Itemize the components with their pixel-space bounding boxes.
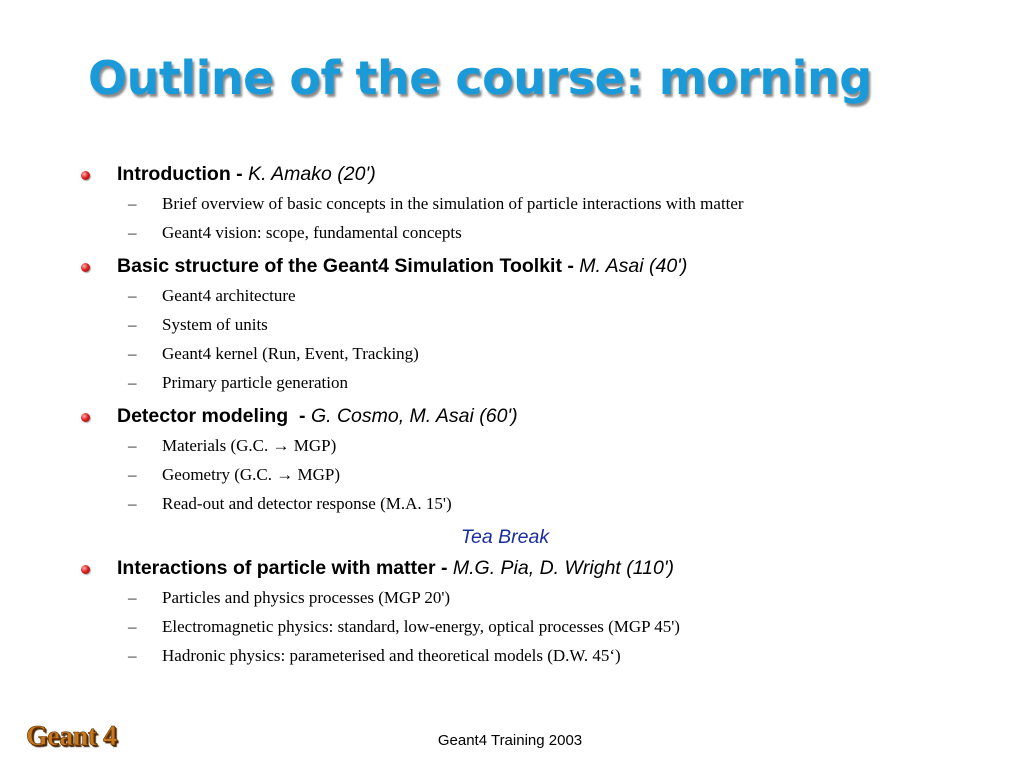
section-speaker: K. Amako (20') bbox=[248, 163, 376, 185]
dash-marker: – bbox=[128, 373, 137, 392]
dash-marker: – bbox=[128, 588, 137, 607]
outline-subitem bbox=[0, 341, 1024, 367]
dash-marker: – bbox=[128, 315, 137, 334]
outline-subitem bbox=[0, 614, 1024, 640]
outline-section bbox=[0, 402, 1024, 430]
section-heading bbox=[117, 160, 376, 188]
subitem-text: System of units bbox=[162, 315, 268, 334]
dash-marker: – bbox=[128, 344, 137, 363]
dash-marker: – bbox=[128, 436, 137, 455]
subitem-text: Geant4 vision: scope, fundamental concepts bbox=[162, 223, 462, 242]
subitem-text: Particles and physics processes (MGP 20') bbox=[162, 588, 451, 607]
dash-marker: – bbox=[128, 494, 137, 513]
outline-subitem bbox=[0, 283, 1024, 309]
tea-break-label: Tea Break bbox=[460, 526, 550, 548]
outline-subitem bbox=[0, 370, 1024, 396]
outline-section bbox=[0, 252, 1024, 280]
dash-marker: – bbox=[128, 223, 137, 242]
subitem-text: Primary particle generation bbox=[162, 373, 348, 392]
section-title: Detector modeling - bbox=[117, 405, 311, 427]
dash-marker: – bbox=[128, 286, 137, 305]
section-speaker: M.G. Pia, D. Wright (110') bbox=[452, 557, 675, 579]
section-speaker: M. Asai (40') bbox=[579, 255, 688, 277]
dash-marker: – bbox=[128, 465, 137, 484]
bullet-icon bbox=[81, 565, 90, 574]
section-speaker: G. Cosmo, M. Asai (60') bbox=[310, 405, 518, 427]
outline-subitem bbox=[0, 433, 1024, 459]
subitem-text: Read-out and detector response (M.A. 15') bbox=[162, 494, 452, 513]
outline-section bbox=[0, 554, 1024, 582]
outline-subitem bbox=[0, 491, 1024, 517]
section-heading bbox=[117, 402, 518, 430]
section-heading bbox=[117, 554, 674, 582]
outline-section bbox=[0, 160, 1024, 188]
geant4-logo: Geant 4 bbox=[26, 721, 117, 752]
subitem-text: Geant4 kernel (Run, Event, Tracking) bbox=[162, 344, 419, 363]
section-title: Introduction - bbox=[117, 163, 249, 185]
tea-break bbox=[0, 523, 1024, 551]
bullet-icon bbox=[81, 263, 90, 272]
bullet-icon bbox=[81, 171, 90, 180]
outline-subitem bbox=[0, 585, 1024, 611]
outline-subitem bbox=[0, 191, 1024, 217]
outline-subitem bbox=[0, 462, 1024, 488]
subitem-text: Geant4 architecture bbox=[162, 286, 296, 305]
subitem-text: Hadronic physics: parameterised and theoretical models (D.W. 45‘) bbox=[162, 646, 621, 665]
subitem-text: Geometry (G.C. → MGP) bbox=[162, 465, 341, 484]
slide-footer: Geant4 Training 2003 bbox=[437, 732, 583, 749]
section-title: Basic structure of the Geant4 Simulation Toolkit - bbox=[117, 255, 580, 277]
outline-subitem bbox=[0, 220, 1024, 246]
section-title: Interactions of particle with matter - bbox=[117, 557, 453, 579]
dash-marker: – bbox=[128, 194, 137, 213]
dash-marker: – bbox=[128, 646, 137, 665]
bullet-icon bbox=[81, 413, 90, 422]
slide-title: Outline of the course: morning bbox=[88, 51, 872, 105]
dash-marker: – bbox=[128, 617, 137, 636]
outline-subitem bbox=[0, 312, 1024, 338]
subitem-text: Materials (G.C. → MGP) bbox=[162, 436, 337, 455]
subitem-text: Brief overview of basic concepts in the simulation of particle interactions with matter bbox=[162, 194, 744, 213]
section-heading bbox=[117, 252, 687, 280]
outline-subitem bbox=[0, 643, 1024, 669]
subitem-text: Electromagnetic physics: standard, low-energy, optical processes (MGP 45') bbox=[162, 617, 680, 636]
